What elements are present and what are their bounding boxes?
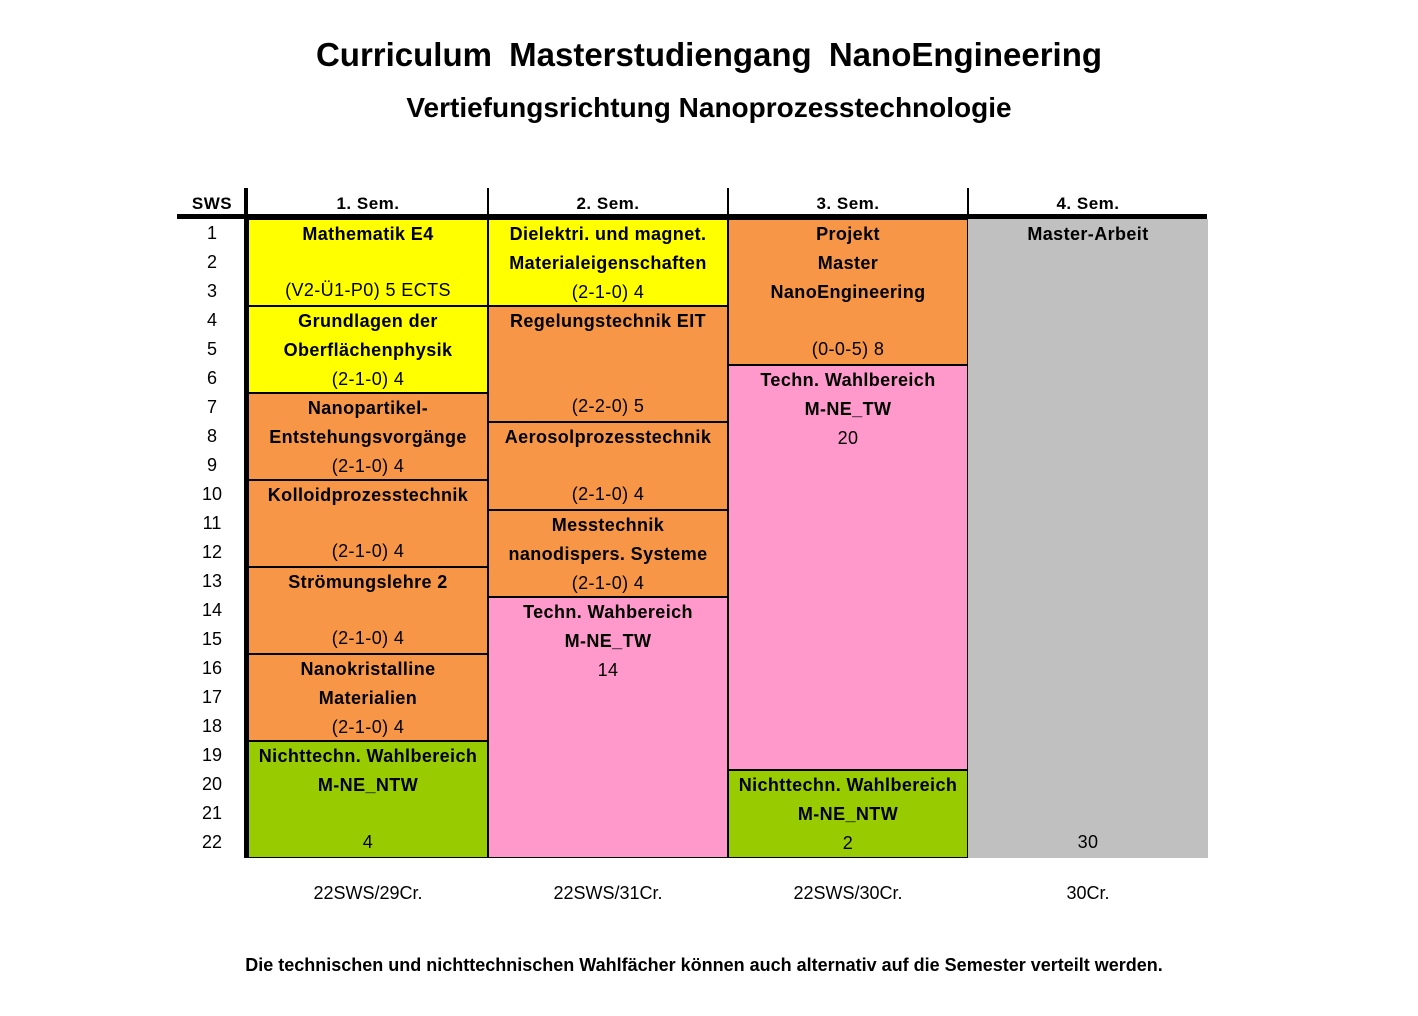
sws-row-number: 9 (206, 455, 217, 475)
module-title: Strömungslehre 2 (288, 572, 448, 592)
module-credits: 2 (842, 833, 854, 853)
module-title: Nichttechn. Wahlbereich (738, 775, 958, 795)
module-title-line2: Master (817, 253, 879, 273)
page-subtitle: Vertiefungsrichtung Nanoprozesstechnologie (406, 92, 1012, 123)
total-sem1: 22SWS/29Cr. (313, 883, 423, 903)
footnote: Die technischen und nichttechnischen Wahlfächer können auch alternativ auf die Semester verteilt werden. (245, 955, 1163, 975)
module-nanokristalline (248, 654, 488, 741)
sws-row-number: 12 (201, 542, 223, 562)
module-title-line3: NanoEngineering (770, 282, 926, 302)
module-credits: (0-0-5) 8 (811, 339, 885, 359)
module-title: Kolloidprozesstechnik (267, 485, 469, 505)
total-sem2: 22SWS/31Cr. (553, 883, 663, 903)
sws-row-number: 20 (201, 774, 223, 794)
header-divider-3 (967, 188, 969, 218)
module-title: Techn. Wahbereich (523, 602, 693, 622)
header-divider-1 (487, 188, 489, 218)
module-techn-wahlbereich-2 (488, 597, 728, 858)
sws-row-number: 17 (201, 687, 223, 707)
sws-row-number: 4 (206, 310, 217, 330)
module-title: Projekt (816, 224, 880, 244)
module-title: Messtechnik (551, 515, 665, 535)
header-sem3: 3. Sem. (816, 194, 880, 213)
sws-row-number: 5 (206, 339, 217, 359)
sws-row-number: 21 (201, 803, 223, 823)
sws-row-number: 15 (201, 629, 223, 649)
sws-row-number: 3 (206, 281, 217, 301)
module-credits: 30 (1077, 832, 1099, 852)
module-code: M-NE_TW (564, 631, 652, 651)
module-title: Nanopartikel- (307, 398, 429, 418)
sws-row-number: 2 (206, 252, 217, 272)
module-credits: (2-1-0) 4 (331, 717, 405, 737)
module-title: Nichttechn. Wahlbereich (258, 746, 478, 766)
module-mathematik-e4 (248, 219, 488, 306)
sws-row-number: 16 (201, 658, 223, 678)
module-title: Mathematik E4 (302, 224, 434, 244)
module-techn-wahlbereich-3 (728, 365, 968, 770)
module-credits: (2-1-0) 4 (571, 573, 645, 593)
module-regelungstechnik (488, 306, 728, 422)
sws-row-number: 1 (206, 223, 217, 243)
module-title: Grundlagen der (298, 311, 438, 331)
module-master-arbeit (968, 219, 1208, 858)
module-code: M-NE_TW (804, 399, 892, 419)
module-title-line2: Entstehungsvorgänge (269, 427, 467, 447)
module-credits: (2-1-0) 4 (331, 628, 405, 648)
sws-row-number: 11 (202, 513, 222, 533)
sws-row-number: 14 (201, 600, 223, 620)
module-title: Aerosolprozesstechnik (504, 427, 712, 447)
header-sem1: 1. Sem. (336, 194, 400, 213)
module-title: Dielektri. und magnet. (509, 224, 707, 244)
module-credits: (2-1-0) 4 (571, 484, 645, 504)
module-credits: (V2-Ü1-P0) 5 ECTS (285, 280, 451, 300)
module-title-line2: Materialien (318, 688, 418, 708)
total-sem3: 22SWS/30Cr. (793, 883, 903, 903)
module-projekt-master (728, 219, 968, 365)
module-credits: (2-1-0) 4 (331, 369, 405, 389)
total-sem4: 30Cr. (1066, 883, 1110, 903)
module-title: Master-Arbeit (1027, 224, 1149, 244)
sws-row-number: 10 (201, 484, 223, 504)
module-credits: (2-2-0) 5 (571, 396, 645, 416)
header-divider-2 (727, 188, 729, 218)
module-credits: (2-1-0) 4 (331, 541, 405, 561)
module-stroemungslehre (248, 567, 488, 654)
module-title-line2: Materialeigenschaften (509, 253, 707, 273)
module-messtechnik (488, 510, 728, 597)
header-sem4: 4. Sem. (1056, 194, 1120, 213)
sws-row-number: 13 (201, 571, 223, 591)
module-dielektri (488, 219, 728, 306)
header-sws: SWS (191, 194, 233, 213)
module-credits: (2-1-0) 4 (331, 456, 405, 476)
sws-row-number: 22 (201, 832, 223, 852)
module-code: M-NE_NTW (317, 775, 419, 795)
header-sem2: 2. Sem. (576, 194, 640, 213)
sws-row-number: 18 (201, 716, 223, 736)
sws-row-number: 19 (201, 745, 223, 765)
module-credits: 14 (597, 660, 619, 680)
sws-row-number: 6 (206, 368, 217, 388)
module-nanopartikel (248, 393, 488, 480)
module-kolloidprozesstechnik (248, 480, 488, 567)
sws-row-number: 8 (206, 426, 217, 446)
module-nichttechn-wahlbereich-3 (728, 770, 968, 858)
module-title: Regelungstechnik EIT (509, 311, 707, 331)
module-title-line2: nanodispers. Systeme (508, 544, 708, 564)
module-credits: 4 (362, 832, 374, 852)
sws-row-number: 7 (206, 397, 217, 417)
module-title: Techn. Wahlbereich (760, 370, 936, 390)
module-code: M-NE_NTW (797, 804, 899, 824)
module-oberflaechenphysik (248, 306, 488, 393)
module-nichttechn-wahlbereich-1 (248, 741, 488, 858)
module-aerosolprozesstechnik (488, 422, 728, 510)
module-credits: (2-1-0) 4 (571, 282, 645, 302)
module-title-line2: Oberflächenphysik (283, 340, 453, 360)
page-title: Curriculum Masterstudiengang NanoEngineering (315, 36, 1103, 73)
module-title: Nanokristalline (300, 659, 436, 679)
module-credits: 20 (837, 428, 859, 448)
